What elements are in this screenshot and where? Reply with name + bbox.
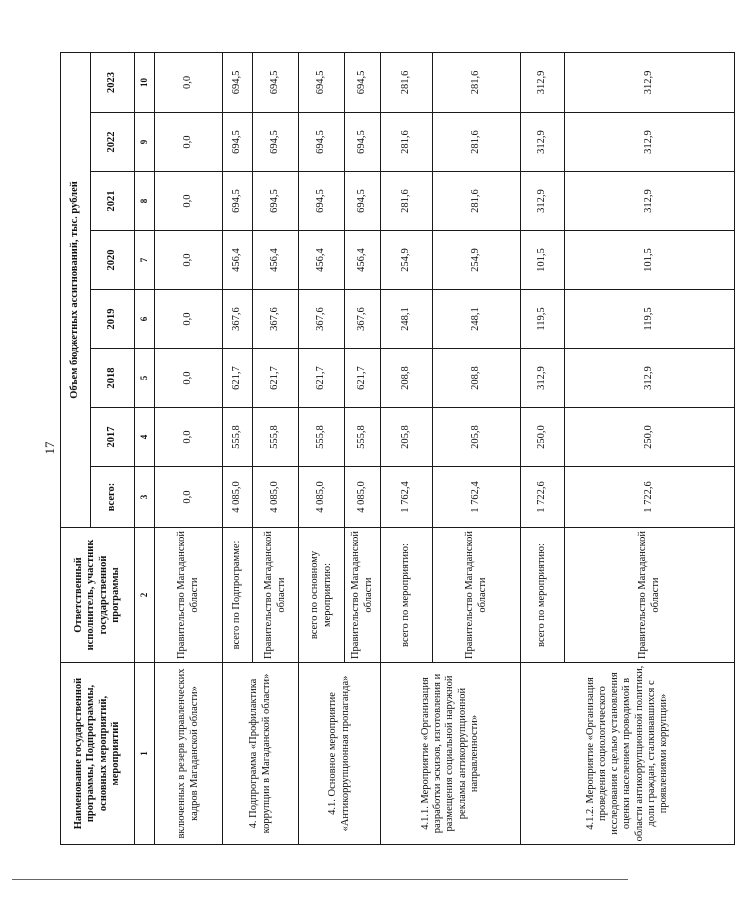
executor-cell: Правительство Магаданской области <box>155 528 223 663</box>
year-value-cell: 456,4 <box>223 231 253 290</box>
executor-cell: всего по основному мероприятию: <box>299 528 345 663</box>
total-value-cell: 1 722,6 <box>521 467 565 528</box>
column-index: 8 <box>135 172 155 231</box>
year-value-cell: 0,0 <box>155 52 223 112</box>
year-value-cell: 254,9 <box>381 231 433 290</box>
year-value-cell: 694,5 <box>253 172 299 231</box>
rotated-table-container <box>60 53 669 845</box>
table-row <box>299 52 345 844</box>
year-value-cell: 367,6 <box>253 290 299 349</box>
year-value-cell: 248,1 <box>433 290 521 349</box>
year-value-cell: 367,6 <box>223 290 253 349</box>
year-value-cell: 621,7 <box>253 349 299 408</box>
program-name-cell: 4.1. Основное мероприятие «Антикоррупционная пропаганда» <box>299 663 381 845</box>
year-value-cell: 694,5 <box>253 113 299 172</box>
page-number: 17 <box>42 441 57 455</box>
year-value-cell: 0,0 <box>155 113 223 172</box>
year-value-cell: 312,9 <box>521 113 565 172</box>
column-index: 10 <box>135 52 155 112</box>
header-name: Наименование государственной программы, Подпрограммы, основных мероприятий, мероприятий <box>61 663 135 845</box>
year-value-cell: 555,8 <box>299 408 345 467</box>
program-name-cell: 4. Подпрограмма «Профилактика коррупции в Магаданской области» <box>223 663 299 845</box>
year-value-cell: 312,9 <box>565 172 735 231</box>
program-name-cell: 4.1.1. Мероприятие «Организация разработки эскизов, изготовления и размещения социальной наружной рекламы антикоррупционной направленности» <box>381 663 521 845</box>
budget-table <box>60 52 735 845</box>
program-name-cell: 4.1.2. Мероприятие «Организация проведения социологического исследования с целью установления оценки населением проводимой в области антикоррупционной политики, доли граждан, сталкивавшихся с проявлениями коррупции» <box>521 663 735 845</box>
executor-cell: всего по Подпрограмме: <box>223 528 253 663</box>
total-value-cell: 1 762,4 <box>433 467 521 528</box>
year-value-cell: 205,8 <box>433 408 521 467</box>
year-value-cell: 456,4 <box>253 231 299 290</box>
executor-cell: Правительство Магаданской области <box>253 528 299 663</box>
year-value-cell: 250,0 <box>521 408 565 467</box>
total-value-cell: 4 085,0 <box>253 467 299 528</box>
header-executor: Ответственный исполнитель, участник государственной программы <box>61 528 135 663</box>
executor-cell: всего по мероприятию: <box>521 528 565 663</box>
year-value-cell: 621,7 <box>345 349 381 408</box>
year-value-cell: 694,5 <box>345 113 381 172</box>
year-value-cell: 694,5 <box>299 172 345 231</box>
year-value-cell: 367,6 <box>345 290 381 349</box>
year-value-cell: 281,6 <box>433 52 521 112</box>
year-value-cell: 0,0 <box>155 349 223 408</box>
year-value-cell: 694,5 <box>223 172 253 231</box>
year-value-cell: 208,8 <box>381 349 433 408</box>
column-index: 2 <box>135 528 155 663</box>
header-year: 2019 <box>91 290 135 349</box>
year-value-cell: 694,5 <box>345 52 381 112</box>
year-value-cell: 101,5 <box>521 231 565 290</box>
year-value-cell: 694,5 <box>299 113 345 172</box>
year-value-cell: 694,5 <box>345 172 381 231</box>
year-value-cell: 254,9 <box>433 231 521 290</box>
program-name-cell: включенных в резерв управленческих кадров Магаданской области» <box>155 663 223 845</box>
year-value-cell: 312,9 <box>565 52 735 112</box>
year-value-cell: 250,0 <box>565 408 735 467</box>
year-value-cell: 208,8 <box>433 349 521 408</box>
year-value-cell: 312,9 <box>565 349 735 408</box>
year-value-cell: 312,9 <box>521 52 565 112</box>
year-value-cell: 0,0 <box>155 172 223 231</box>
year-value-cell: 694,5 <box>223 113 253 172</box>
year-value-cell: 248,1 <box>381 290 433 349</box>
year-value-cell: 456,4 <box>345 231 381 290</box>
year-value-cell: 555,8 <box>345 408 381 467</box>
header-year: 2023 <box>91 52 135 112</box>
year-value-cell: 555,8 <box>223 408 253 467</box>
header-year: 2017 <box>91 408 135 467</box>
year-value-cell: 119,5 <box>565 290 735 349</box>
year-value-cell: 367,6 <box>299 290 345 349</box>
total-value-cell: 4 085,0 <box>223 467 253 528</box>
year-value-cell: 205,8 <box>381 408 433 467</box>
executor-cell: Правительство Магаданской области <box>565 528 735 663</box>
column-index: 5 <box>135 349 155 408</box>
column-index: 7 <box>135 231 155 290</box>
year-value-cell: 281,6 <box>381 113 433 172</box>
year-value-cell: 555,8 <box>253 408 299 467</box>
header-year: 2018 <box>91 349 135 408</box>
year-value-cell: 312,9 <box>521 349 565 408</box>
year-value-cell: 456,4 <box>299 231 345 290</box>
year-value-cell: 0,0 <box>155 231 223 290</box>
year-value-cell: 281,6 <box>433 172 521 231</box>
year-value-cell: 281,6 <box>381 172 433 231</box>
total-value-cell: 1 762,4 <box>381 467 433 528</box>
header-year: 2022 <box>91 113 135 172</box>
total-value-cell: 0,0 <box>155 467 223 528</box>
year-value-cell: 0,0 <box>155 408 223 467</box>
year-value-cell: 621,7 <box>223 349 253 408</box>
year-value-cell: 101,5 <box>565 231 735 290</box>
table-row <box>521 52 565 844</box>
column-index: 1 <box>135 663 155 845</box>
total-value-cell: 4 085,0 <box>345 467 381 528</box>
executor-cell: всего по мероприятию: <box>381 528 433 663</box>
bottom-rule <box>12 879 628 880</box>
year-value-cell: 281,6 <box>433 113 521 172</box>
year-value-cell: 621,7 <box>299 349 345 408</box>
executor-cell: Правительство Магаданской области <box>345 528 381 663</box>
table-row <box>155 52 223 844</box>
table-row <box>223 52 253 844</box>
header-volume: Объем бюджетных ассигнований, тыс. рублей <box>61 52 91 527</box>
column-index: 6 <box>135 290 155 349</box>
year-value-cell: 694,5 <box>253 52 299 112</box>
year-value-cell: 0,0 <box>155 290 223 349</box>
total-value-cell: 4 085,0 <box>299 467 345 528</box>
executor-cell: Правительство Магаданской области <box>433 528 521 663</box>
year-value-cell: 312,9 <box>565 113 735 172</box>
year-value-cell: 119,5 <box>521 290 565 349</box>
header-year: 2020 <box>91 231 135 290</box>
year-value-cell: 281,6 <box>381 52 433 112</box>
year-value-cell: 694,5 <box>223 52 253 112</box>
column-index: 4 <box>135 408 155 467</box>
header-year: 2021 <box>91 172 135 231</box>
total-value-cell: 1 722,6 <box>565 467 735 528</box>
column-index: 9 <box>135 113 155 172</box>
table-row <box>381 52 433 844</box>
column-index: 3 <box>135 467 155 528</box>
year-value-cell: 694,5 <box>299 52 345 112</box>
year-value-cell: 312,9 <box>521 172 565 231</box>
header-total: всего: <box>91 467 135 528</box>
